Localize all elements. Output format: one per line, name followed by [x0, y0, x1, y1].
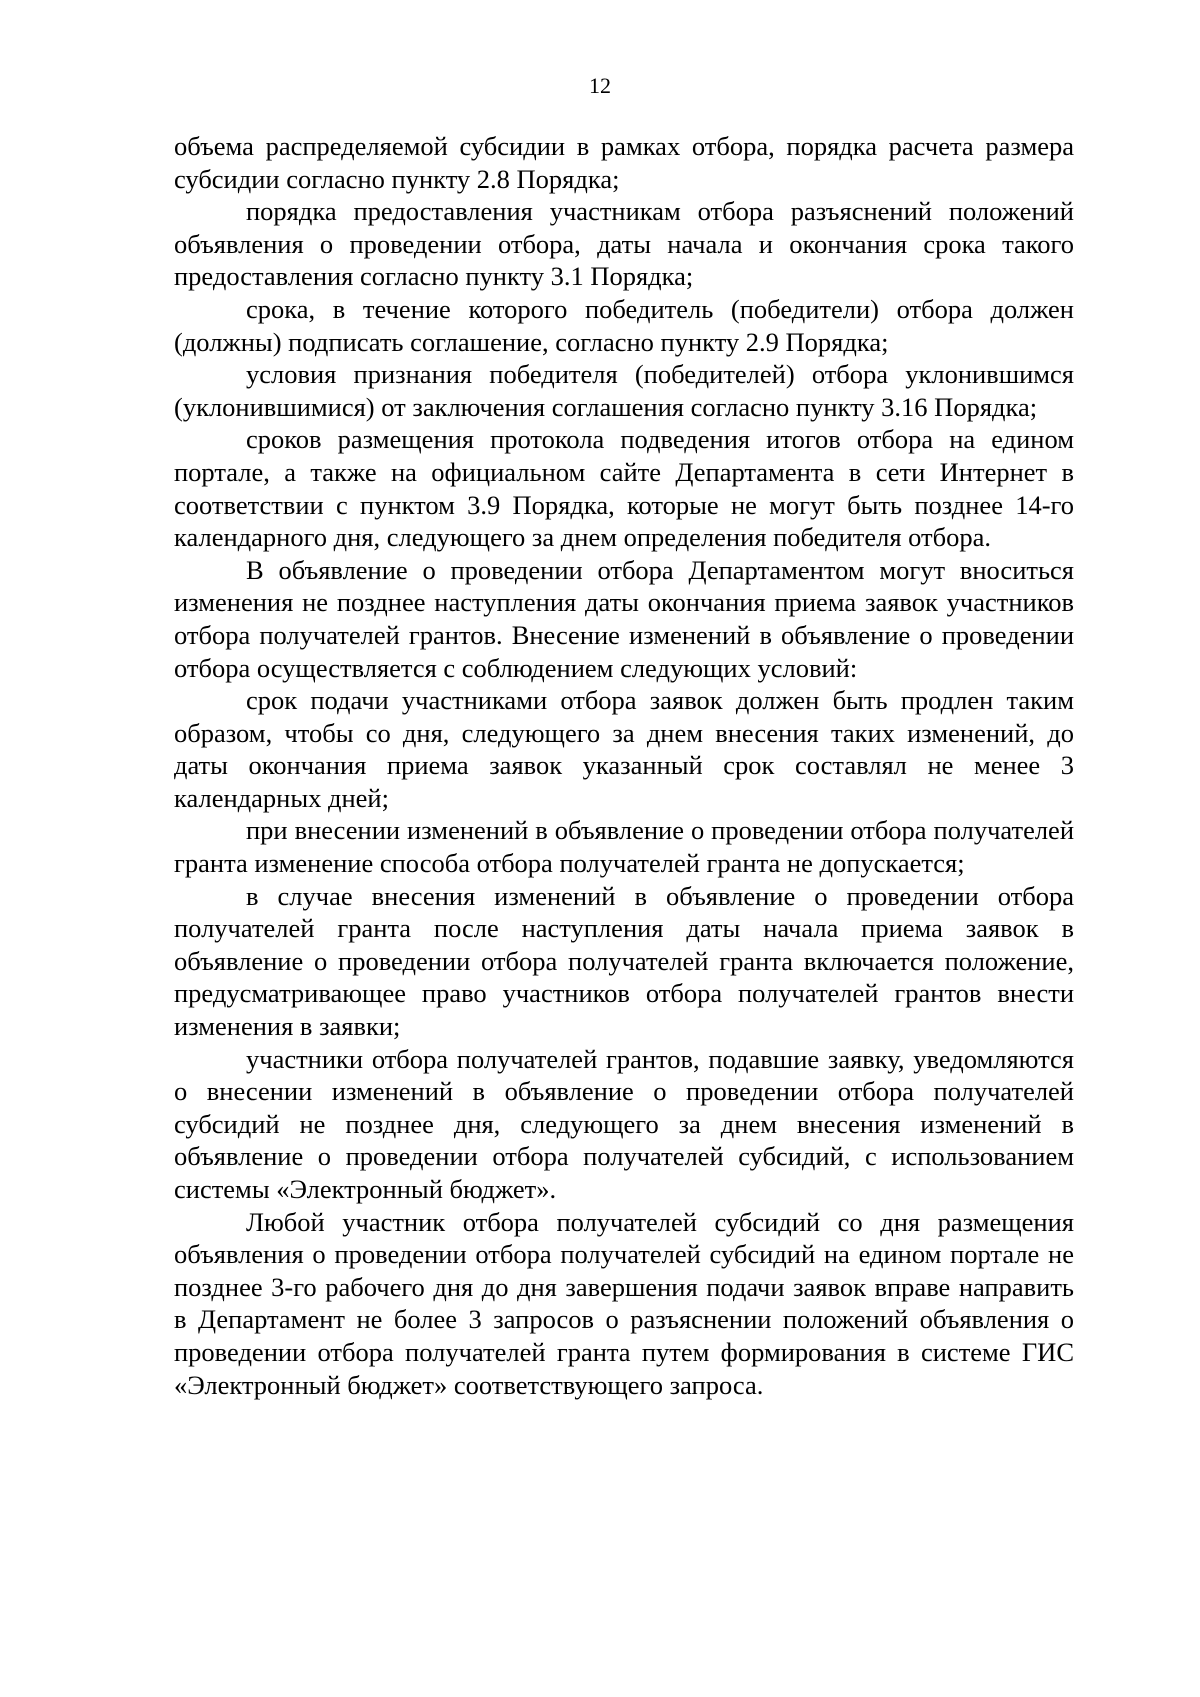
paragraph-10: участники отбора получателей грантов, подавшие заявку, уведомляются о внесении изменений в объявление о проведении отбора получателей субсидий не позднее дня, следующего за днем внесения изменений в объявление о проведении отбора получателей субсидий, с использованием системы «Электронный бюджет». — [174, 1043, 1074, 1204]
paragraph-4: условия признания победителя (победителей) отбора уклонившимся (уклонившимися) от заключения соглашения согласно пункту 3.16 Порядка; — [174, 359, 1074, 422]
paragraph-8: при внесении изменений в объявление о проведении отбора получателей гранта изменение способа отбора получателей гранта не допускается; — [174, 815, 1074, 879]
document-body — [174, 130, 1074, 1401]
paragraph-11: Любой участник отбора получателей субсидий со дня размещения объявления о проведении отбора получателей субсидий на едином портале не позднее 3-го рабочего дня до дня завершения подачи заявок вправе направить в Департамент не более 3 запросов о разъяснении положений объявления о проведении отбора получателей гранта путем формирования в системе ГИС «Электронный бюджет» соответствующего запроса. — [174, 1206, 1074, 1400]
paragraph-2: порядка предоставления участникам отбора разъяснений положений объявления о проведении отбора, даты начала и окончания срока такого предоставления согласно пункту 3.1 Порядка; — [174, 196, 1074, 292]
paragraph-6: В объявление о проведении отбора Департаментом могут вноситься изменения не позднее наступления даты окончания приема заявок участников отбора получателей грантов. Внесение изменений в объявление о проведении отбора осуществляется с соблюдением следующих условий: — [174, 554, 1074, 683]
paragraph-7: срок подачи участниками отбора заявок должен быть продлен таким образом, чтобы со дня, следующего за днем внесения таких изменений, до даты окончания приема заявок указанный срок составлял не менее 3 календарных дней; — [174, 685, 1074, 813]
page-number: 12 — [589, 73, 611, 98]
paragraph-5: сроков размещения протокола подведения итогов отбора на едином портале, а также на официальном сайте Департамента в сети Интернет в соответствии с пунктом 3.9 Порядка, которые не могут быть позднее 14-го календарного дня, следующего за днем определения победителя отбора. — [174, 424, 1074, 553]
paragraph-3: срока, в течение которого победитель (победители) отбора должен (должны) подписать соглашение, согласно пункту 2.9 Порядка; — [174, 293, 1074, 357]
paragraph-1: объема распределяемой субсидии в рамках отбора, порядка расчета размера субсидии согласно пункту 2.8 Порядка; — [174, 131, 1074, 194]
paragraph-9: в случае внесения изменений в объявление о проведении отбора получателей гранта после наступления даты начала приема заявок в объявление о проведении отбора получателей гранта включается положение, предусматривающее право участников отбора получателей грантов внести изменения в заявки; — [174, 880, 1074, 1042]
